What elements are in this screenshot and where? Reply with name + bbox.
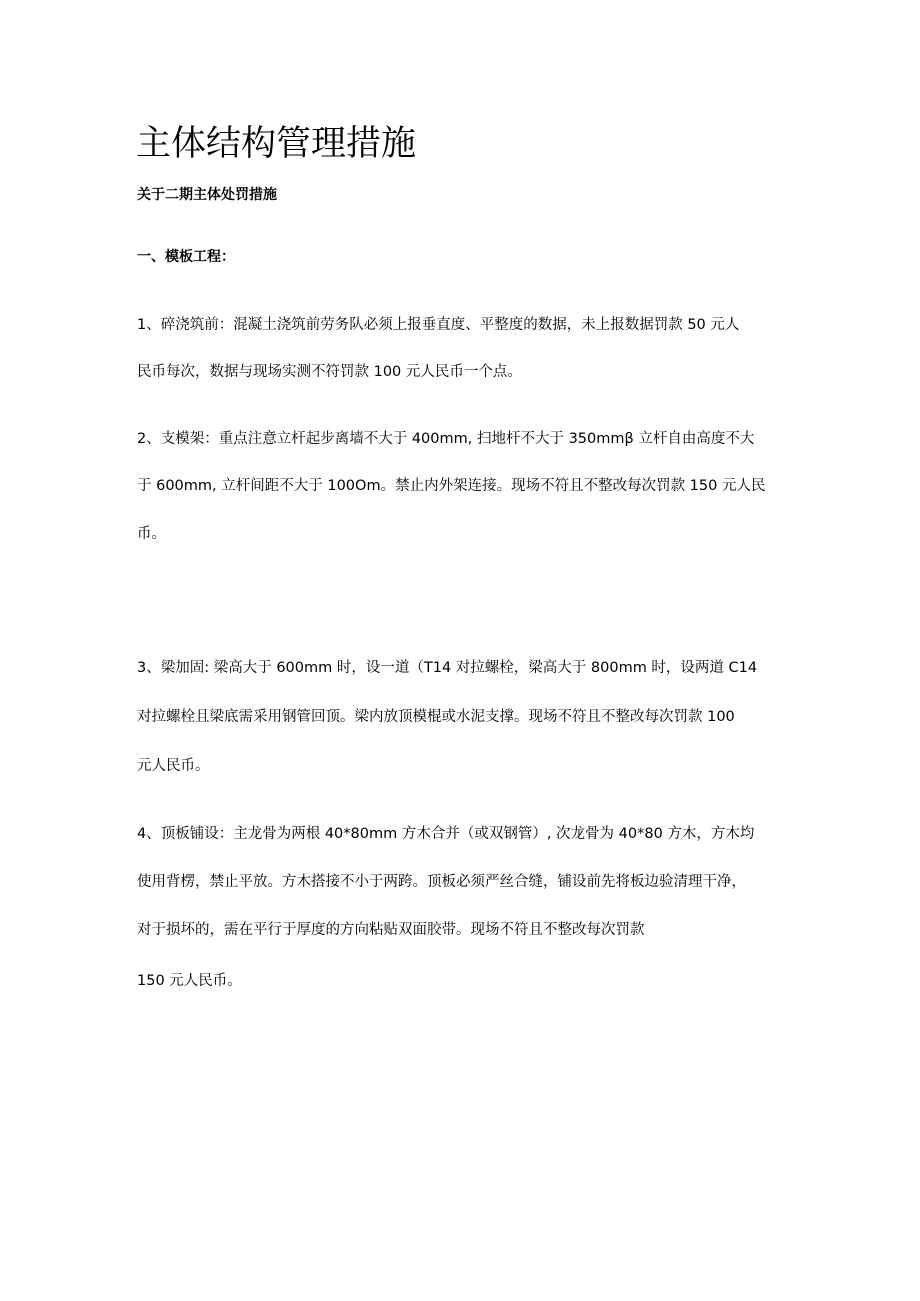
paragraph-line: 币。 [137,526,166,542]
paragraph-line: 使用背楞，禁止平放。方木搭接不小于两跨。顶板必须严丝合缝，铺设前先将板边验清理干净， [137,874,746,890]
paragraph-line: 2、支模架：重点注意立杆起步离墙不大于 400mm, 扫地杆不大于 350mmβ 立杆自由高度不大 [137,431,755,447]
paragraph-line: 4、顶板铺设：主龙骨为两根 40*80mm 方木合并（或双钢管）, 次龙骨为 40*80 方木，方木均 [137,826,755,842]
paragraph-line: 对于损坏的，需在平行于厚度的方向粘贴双面胶带。现场不符且不整改每次罚款 [137,922,645,938]
paragraph-line: 3、梁加固: 梁高大于 600mm 时，设一道（T14 对拉螺栓，梁高大于 800mm 时，设两道 C14 [137,660,758,676]
paragraph-line: 于 600mm, 立杆间距不大于 100Om。禁止内外架连接。现场不符且不整改每次罚款 150 元人民 [137,478,766,494]
paragraph-line: 对拉螺栓且梁底需采用钢管回顶。梁内放顶模棍或水泥支撑。现场不符且不整改每次罚款 100 [137,709,735,725]
section-heading-formwork: 一、模板工程： [137,249,235,265]
paragraph-line: 150 元人民币。 [137,973,242,989]
paragraph-line: 1、碎浇筑前：混凝土浇筑前劳务队必须上报垂直度、平整度的数据，未上报数据罚款 50 元人 [137,317,740,333]
paragraph-line: 民币每次，数据与现场实测不符罚款 100 元人民币一个点。 [137,364,522,380]
document-title: 主体结构管理措施 [136,124,417,164]
document-subtitle: 关于二期主体处罚措施 [137,187,277,203]
paragraph-line: 元人民币。 [137,758,210,774]
